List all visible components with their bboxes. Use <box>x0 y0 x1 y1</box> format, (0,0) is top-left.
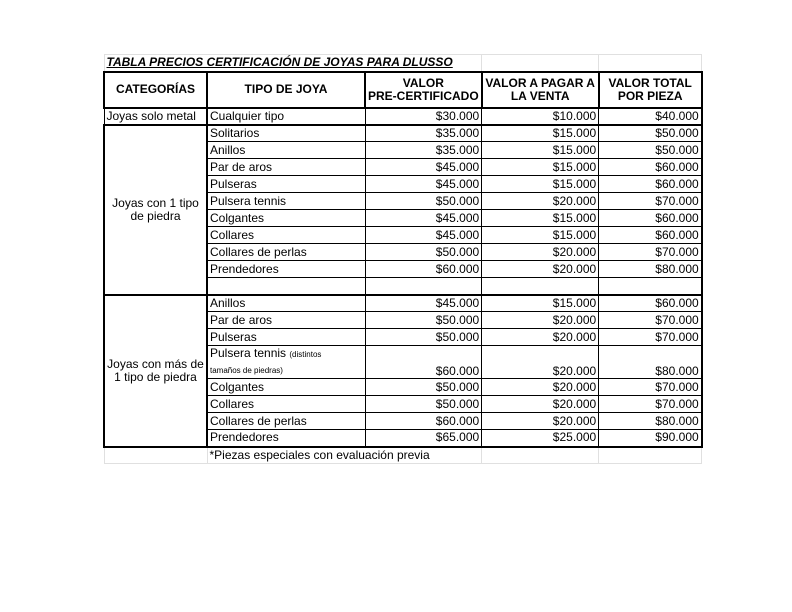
valor-pagar-cell: $20.000 <box>482 346 599 379</box>
category-cell: Joyas solo metal <box>104 108 207 125</box>
header-valor-a-pagar <box>482 72 599 108</box>
valor-pre-cell: $50.000 <box>365 379 482 396</box>
valor-pre-cell: $50.000 <box>365 329 482 346</box>
header-categorias: CATEGORÍAS <box>104 72 207 108</box>
valor-total-cell: $60.000 <box>599 159 702 176</box>
valor-pagar-cell: $20.000 <box>482 261 599 278</box>
tipo-cell: Collares de perlas <box>207 413 365 430</box>
valor-pre-cell: $65.000 <box>365 430 482 447</box>
valor-pagar-cell: $15.000 <box>482 142 599 159</box>
header-line: PRE-CERTIFICADO <box>368 88 479 103</box>
valor-pre-cell: $35.000 <box>365 125 482 142</box>
tipo-cell: Solitarios <box>207 125 365 142</box>
tipo-cell: Anillos <box>207 295 365 312</box>
valor-pagar-cell: $15.000 <box>482 159 599 176</box>
tipo-cell: Cualquier tipo <box>207 108 365 125</box>
valor-pre-cell: $50.000 <box>365 396 482 413</box>
valor-pagar-cell: $20.000 <box>482 396 599 413</box>
valor-total-cell: $40.000 <box>599 108 702 125</box>
category-cell: Joyas con 1 tipo de piedra <box>104 125 207 295</box>
valor-total-cell: $60.000 <box>599 176 702 193</box>
tipo-label: Pulsera tennis <box>210 346 287 360</box>
valor-total-cell: $70.000 <box>599 396 702 413</box>
valor-pre-cell: $60.000 <box>365 261 482 278</box>
header-line: VALOR A PAGAR A <box>485 75 595 90</box>
tipo-cell: Collares de perlas <box>207 244 365 261</box>
tipo-cell: Colgantes <box>207 210 365 227</box>
tipo-cell: Par de aros <box>207 312 365 329</box>
valor-pre-cell: $60.000 <box>365 346 482 379</box>
header-valor-total <box>599 72 702 108</box>
price-table <box>103 54 703 464</box>
valor-pre-cell: $50.000 <box>365 193 482 210</box>
tipo-cell: Prendedores <box>207 261 365 278</box>
valor-pre-cell: $60.000 <box>365 413 482 430</box>
valor-pagar-cell <box>482 278 599 295</box>
valor-pagar-cell: $15.000 <box>482 227 599 244</box>
valor-pagar-cell: $20.000 <box>482 244 599 261</box>
tipo-cell: Prendedores <box>207 430 365 447</box>
valor-total-cell: $80.000 <box>599 346 702 379</box>
tipo-cell: Pulseras <box>207 329 365 346</box>
valor-total-cell: $80.000 <box>599 413 702 430</box>
valor-pre-cell <box>365 278 482 295</box>
category-cell: Joyas con más de 1 tipo de piedra <box>104 295 207 447</box>
valor-total-cell: $60.000 <box>599 295 702 312</box>
valor-pre-cell: $45.000 <box>365 227 482 244</box>
valor-pre-cell: $45.000 <box>365 159 482 176</box>
valor-total-cell: $70.000 <box>599 244 702 261</box>
valor-pre-cell: $45.000 <box>365 295 482 312</box>
tipo-cell: Collares <box>207 396 365 413</box>
tipo-cell <box>207 278 365 295</box>
valor-total-cell: $70.000 <box>599 329 702 346</box>
valor-total-cell: $50.000 <box>599 142 702 159</box>
tipo-note: tamaños de piedras) <box>210 366 283 375</box>
tipo-note: (distintos <box>289 350 322 359</box>
valor-pre-cell: $30.000 <box>365 108 482 125</box>
header-line: LA VENTA <box>510 88 570 103</box>
footnote: *Piezas especiales con evaluación previa <box>207 447 482 464</box>
empty-cell <box>104 447 207 464</box>
valor-total-cell: $70.000 <box>599 312 702 329</box>
valor-pre-cell: $50.000 <box>365 312 482 329</box>
header-line: VALOR <box>402 75 444 90</box>
tipo-cell <box>207 346 365 379</box>
valor-pre-cell: $45.000 <box>365 210 482 227</box>
valor-pagar-cell: $20.000 <box>482 193 599 210</box>
valor-total-cell: $70.000 <box>599 193 702 210</box>
valor-pagar-cell: $20.000 <box>482 312 599 329</box>
tipo-cell: Collares <box>207 227 365 244</box>
table-title: TABLA PRECIOS CERTIFICACIÓN DE JOYAS PARA DLUSSO <box>104 55 482 72</box>
tipo-cell: Anillos <box>207 142 365 159</box>
valor-pagar-cell: $20.000 <box>482 329 599 346</box>
valor-total-cell: $80.000 <box>599 261 702 278</box>
valor-total-cell: $70.000 <box>599 379 702 396</box>
valor-pagar-cell: $15.000 <box>482 125 599 142</box>
empty-cell <box>599 447 702 464</box>
valor-total-cell: $50.000 <box>599 125 702 142</box>
tipo-cell: Pulseras <box>207 176 365 193</box>
valor-pagar-cell: $25.000 <box>482 430 599 447</box>
header-line: VALOR TOTAL <box>608 75 692 90</box>
empty-cell <box>599 55 702 72</box>
valor-pagar-cell: $15.000 <box>482 295 599 312</box>
tipo-cell: Colgantes <box>207 379 365 396</box>
valor-pagar-cell: $15.000 <box>482 176 599 193</box>
valor-pagar-cell: $15.000 <box>482 210 599 227</box>
header-valor-pre-certificado <box>365 72 482 108</box>
valor-total-cell: $60.000 <box>599 210 702 227</box>
valor-pre-cell: $35.000 <box>365 142 482 159</box>
valor-pagar-cell: $20.000 <box>482 413 599 430</box>
header-tipo-de-joya: TIPO DE JOYA <box>207 72 365 108</box>
empty-cell <box>482 447 599 464</box>
valor-total-cell <box>599 278 702 295</box>
valor-pre-cell: $45.000 <box>365 176 482 193</box>
empty-cell <box>482 55 599 72</box>
valor-pre-cell: $50.000 <box>365 244 482 261</box>
valor-pagar-cell: $20.000 <box>482 379 599 396</box>
valor-pagar-cell: $10.000 <box>482 108 599 125</box>
valor-total-cell: $60.000 <box>599 227 702 244</box>
tipo-cell: Pulsera tennis <box>207 193 365 210</box>
tipo-cell: Par de aros <box>207 159 365 176</box>
header-line: POR PIEZA <box>617 88 683 103</box>
valor-total-cell: $90.000 <box>599 430 702 447</box>
